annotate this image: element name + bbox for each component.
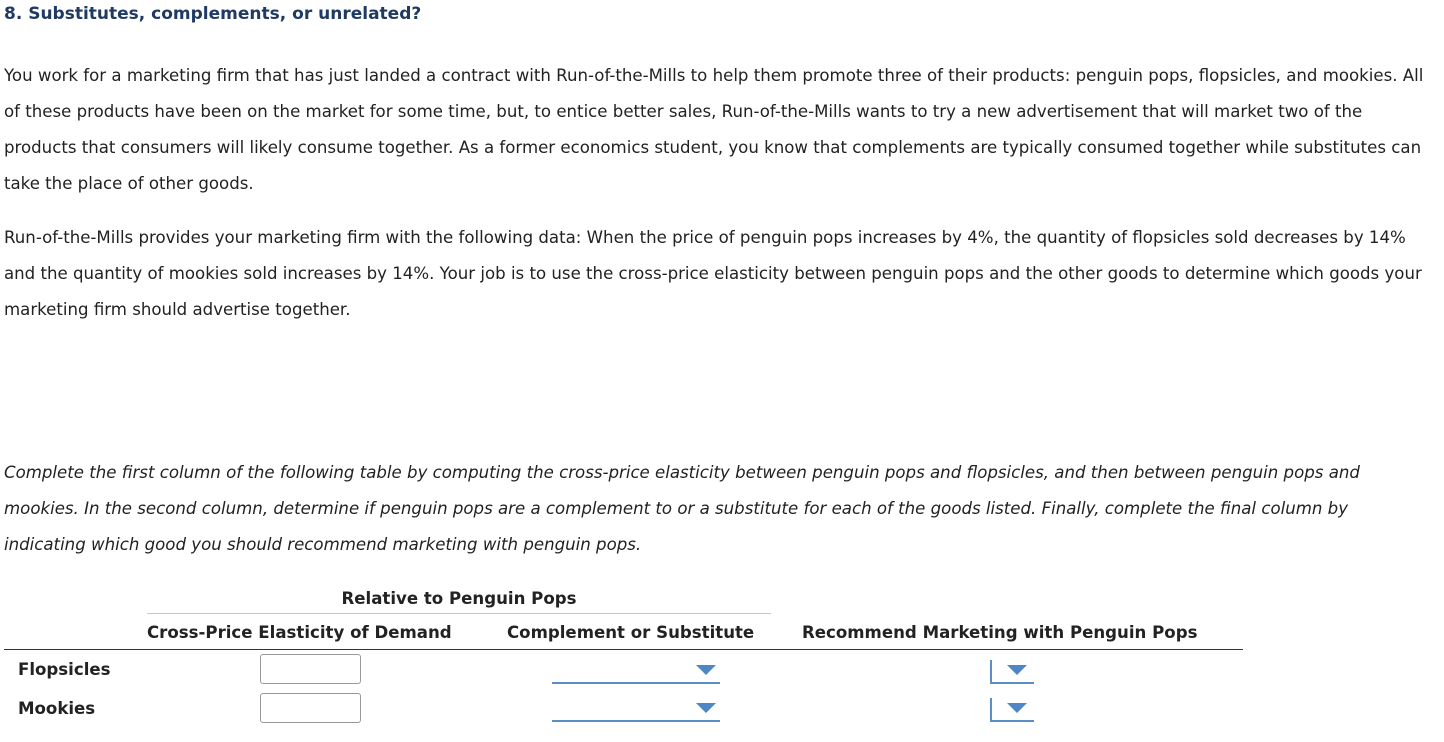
instructions-paragraph: Complete the first column of the following table by computing the cross-price elasticity between penguin pops and flopsicles, and then between penguin pops and mookies. In the second column, determine if penguin pops are a complement to or a substitute for each of the goods listed. Finally, complete the final column by indicating which good you should recommend marketing with penguin pops.: [4, 463, 1360, 554]
caret-down-icon: [696, 703, 716, 713]
mookies-elasticity-input[interactable]: [260, 693, 361, 723]
column-header-elasticity: Cross-Price Elasticity of Demand: [147, 623, 452, 642]
row-label-flopsicles: Flopsicles: [18, 660, 111, 679]
mookies-relationship-dropdown[interactable]: [552, 694, 720, 722]
question-title: 8. Substitutes, complements, or unrelated?: [4, 4, 422, 24]
elasticity-table: [0, 585, 1444, 742]
group-header-divider: [147, 613, 771, 614]
column-header-relationship: Complement or Substitute: [507, 623, 755, 642]
flopsicles-relationship-dropdown[interactable]: [552, 656, 720, 684]
table-group-header: Relative to Penguin Pops: [341, 589, 577, 608]
table-header-divider: [4, 649, 1243, 650]
mookies-recommend-dropdown[interactable]: [990, 694, 1034, 722]
flopsicles-elasticity-input[interactable]: [260, 654, 361, 684]
column-header-recommend: Recommend Marketing with Penguin Pops: [802, 623, 1198, 642]
row-label-mookies: Mookies: [18, 699, 96, 718]
data-paragraph: Run-of-the-Mills provides your marketing firm with the following data: When the price of penguin pops increases by 4%, the quantity of flopsicles sold decreases by 14% and the quantity of mookies sold increases by 14%. Your job is to use the cross-price elasticity between penguin pops and the other goods to determine which goods your marketing firm should advertise together.: [4, 228, 1422, 319]
intro-paragraph: You work for a marketing firm that has just landed a contract with Run-of-the-Mills to help them promote three of their products: penguin pops, flopsicles, and mookies. All of these products have been on the market for some time, but, to entice better sales, Run-of-the-Mills wants to try a new advertisement that will market two of the products that consumers will likely consume together. As a former economics student, you know that complements are typically consumed together while substitutes can take the place of other goods.: [4, 66, 1424, 193]
dropdown-left-edge: [990, 660, 992, 682]
caret-down-icon: [696, 665, 716, 675]
caret-down-icon: [1007, 703, 1027, 713]
flopsicles-recommend-dropdown[interactable]: [990, 656, 1034, 684]
caret-down-icon: [1007, 665, 1027, 675]
dropdown-left-edge: [990, 698, 992, 720]
